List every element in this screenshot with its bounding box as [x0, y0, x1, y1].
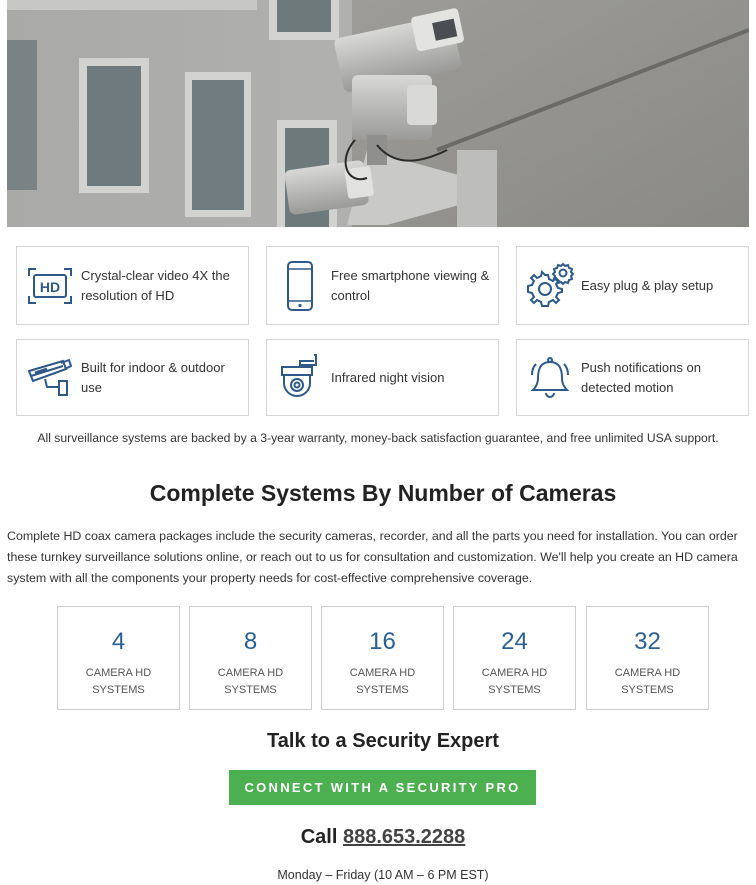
hd-icon: [25, 260, 75, 312]
phone-link[interactable]: 888.653.2288: [342, 826, 466, 848]
tile-label: CAMERA HD SYSTEMS: [85, 667, 152, 696]
feature-text: Built for indoor & outdoor use: [81, 359, 225, 395]
tile-label: CAMERA HD SYSTEMS: [481, 667, 548, 696]
call-line: [0, 826, 756, 849]
feature-card-notifications: [516, 339, 749, 416]
feature-card-outdoor: [16, 339, 249, 416]
feature-card-hd: [16, 246, 249, 325]
system-tile-16[interactable]: [321, 606, 444, 710]
smartphone-icon: [275, 260, 325, 312]
feature-text: Push notifications on detected motion: [581, 359, 701, 395]
section-title: Complete Systems By Number of Cameras: [149, 480, 617, 506]
feature-card-setup: [516, 246, 749, 325]
call-prefix: Call: [300, 826, 338, 848]
feature-text: Infrared night vision: [331, 369, 445, 385]
connect-security-pro-button[interactable]: CONNECT WITH A SECURITY PRO: [229, 770, 536, 805]
feature-text: Crystal-clear video 4X the resolution of HD: [81, 267, 230, 303]
warranty-note: All surveillance systems are backed by a 3-year warranty, money-back satisfaction guarantee, and free unlimited USA support.: [37, 431, 719, 445]
svg-text:HD: HD: [39, 278, 61, 295]
feature-text: Easy plug & play setup: [581, 277, 714, 293]
gears-icon: [525, 260, 575, 312]
bell-icon: [525, 352, 575, 404]
tile-count: 32: [634, 628, 661, 655]
system-tile-4[interactable]: [57, 606, 180, 710]
bullet-camera-icon: [25, 352, 75, 404]
intro-paragraph: Complete HD coax camera packages include the security cameras, recorder, and all the parts you need for installation. You can order these turnkey surveillance solutions online, or reach out to us for consultation and customization. We'll help you create an HD camera system with all the components your property needs for cost-effective comprehensive coverage.: [7, 529, 738, 585]
system-tile-8[interactable]: [189, 606, 312, 710]
feature-text: Free smartphone viewing & control: [331, 267, 490, 303]
tile-count: 4: [111, 628, 126, 655]
system-tile-24[interactable]: [453, 606, 576, 710]
tile-label: CAMERA HD SYSTEMS: [217, 667, 284, 696]
security-cameras-illustration: [7, 0, 749, 227]
dome-camera-icon: [275, 352, 325, 404]
feature-card-smartphone: [266, 246, 499, 325]
tile-count: 16: [369, 628, 396, 655]
business-hours: Monday – Friday (10 AM – 6 PM EST): [277, 868, 489, 882]
hero-image: [7, 0, 749, 227]
expert-title: Talk to a Security Expert: [267, 730, 499, 752]
system-tile-32[interactable]: [586, 606, 709, 710]
feature-card-night-vision: [266, 339, 499, 416]
tile-count: 24: [501, 628, 528, 655]
tile-count: 8: [243, 628, 258, 655]
tile-label: CAMERA HD SYSTEMS: [349, 667, 416, 696]
tile-label: CAMERA HD SYSTEMS: [614, 667, 681, 696]
